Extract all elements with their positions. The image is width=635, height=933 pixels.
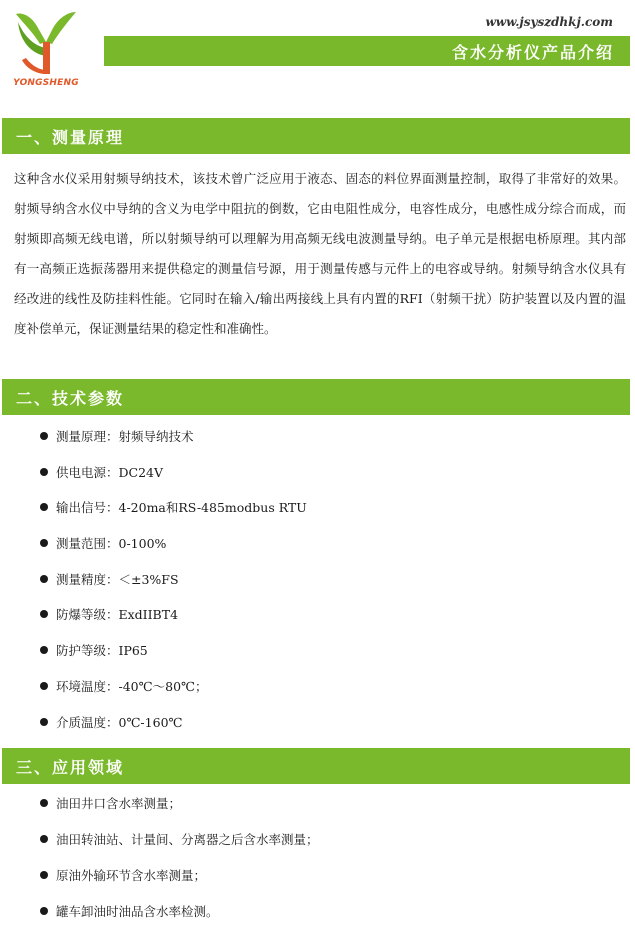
applications-list: [40, 786, 319, 930]
bullet-icon: [40, 646, 48, 654]
bullet-icon: [40, 503, 48, 511]
title-bar: [104, 36, 630, 66]
logo-leaf-icon: [10, 8, 82, 78]
list-item: 介质温度：0℃-160℃: [40, 705, 307, 741]
section-params-heading-bar: [2, 379, 630, 415]
bullet-icon: [40, 799, 48, 807]
list-item: 测量精度：＜±3%FS: [40, 562, 307, 598]
list-item: 测量原理：射频导纳技术: [40, 419, 307, 455]
params-list: [40, 419, 307, 740]
list-item: 原油外输环节含水率测量；: [40, 858, 319, 894]
bullet-icon: [40, 871, 48, 879]
bullet-icon: [40, 682, 48, 690]
bullet-icon: [40, 718, 48, 726]
bullet-icon: [40, 610, 48, 618]
list-item: 防护等级：IP65: [40, 633, 307, 669]
website-url: www.jsyszdhkj.com: [485, 15, 613, 29]
list-item: 供电电源：DC24V: [40, 455, 307, 491]
list-item: 输出信号：4-20ma和RS-485modbus RTU: [40, 490, 307, 526]
list-item: 防爆等级：ExdIIBT4: [40, 597, 307, 633]
page-header: [0, 0, 635, 100]
bullet-icon: [40, 575, 48, 583]
section-principle-heading-bar: [2, 118, 630, 154]
bullet-icon: [40, 835, 48, 843]
section-applications-heading-bar: [2, 748, 630, 784]
principle-paragraph: 这种含水仪采用射频导纳技术，该技术曾广泛应用于液态、固态的料位界面测量控制，取得了非常好的效果。射频导纳含水仪中导纳的含义为电学中阻抗的倒数，它由电阻性成分，电容性成分，电感性成分综合而成，而射频即高频无线电谱，所以射频导纳可以理解为用高频无线电波测量导纳。电子单元是根据电桥原理。其内部有一高频正选振荡器用来提供稳定的测量信号源，用于测量传感与元件上的电容或导纳。射频导纳含水仪具有经改进的线性及防挂料性能。它同时在输入/输出两接线上具有内置的RFI（射频干扰）防护装置以及内置的温度补偿单元，保证测量结果的稳定性和准确性。: [14, 171, 626, 336]
list-item: 环境温度：-40℃～80℃；: [40, 669, 307, 705]
list-item: 油田转油站、计量间、分离器之后含水率测量；: [40, 822, 319, 858]
page-title: 含水分析仪产品介绍: [451, 43, 614, 62]
bullet-icon: [40, 539, 48, 547]
bullet-icon: [40, 468, 48, 476]
logo-brand-text: YONGSHENG: [13, 78, 79, 88]
section-params-heading: 二、技术参数: [16, 389, 125, 408]
yongsheng-logo: [10, 8, 82, 90]
section-applications-heading: 三、应用领域: [16, 758, 125, 777]
bullet-icon: [40, 432, 48, 440]
list-item: 油田井口含水率测量；: [40, 786, 319, 822]
section-principle-heading: 一、测量原理: [16, 128, 125, 147]
list-item: 测量范围：0-100%: [40, 526, 307, 562]
bullet-icon: [40, 907, 48, 915]
list-item: 罐车卸油时油品含水率检测。: [40, 894, 319, 930]
